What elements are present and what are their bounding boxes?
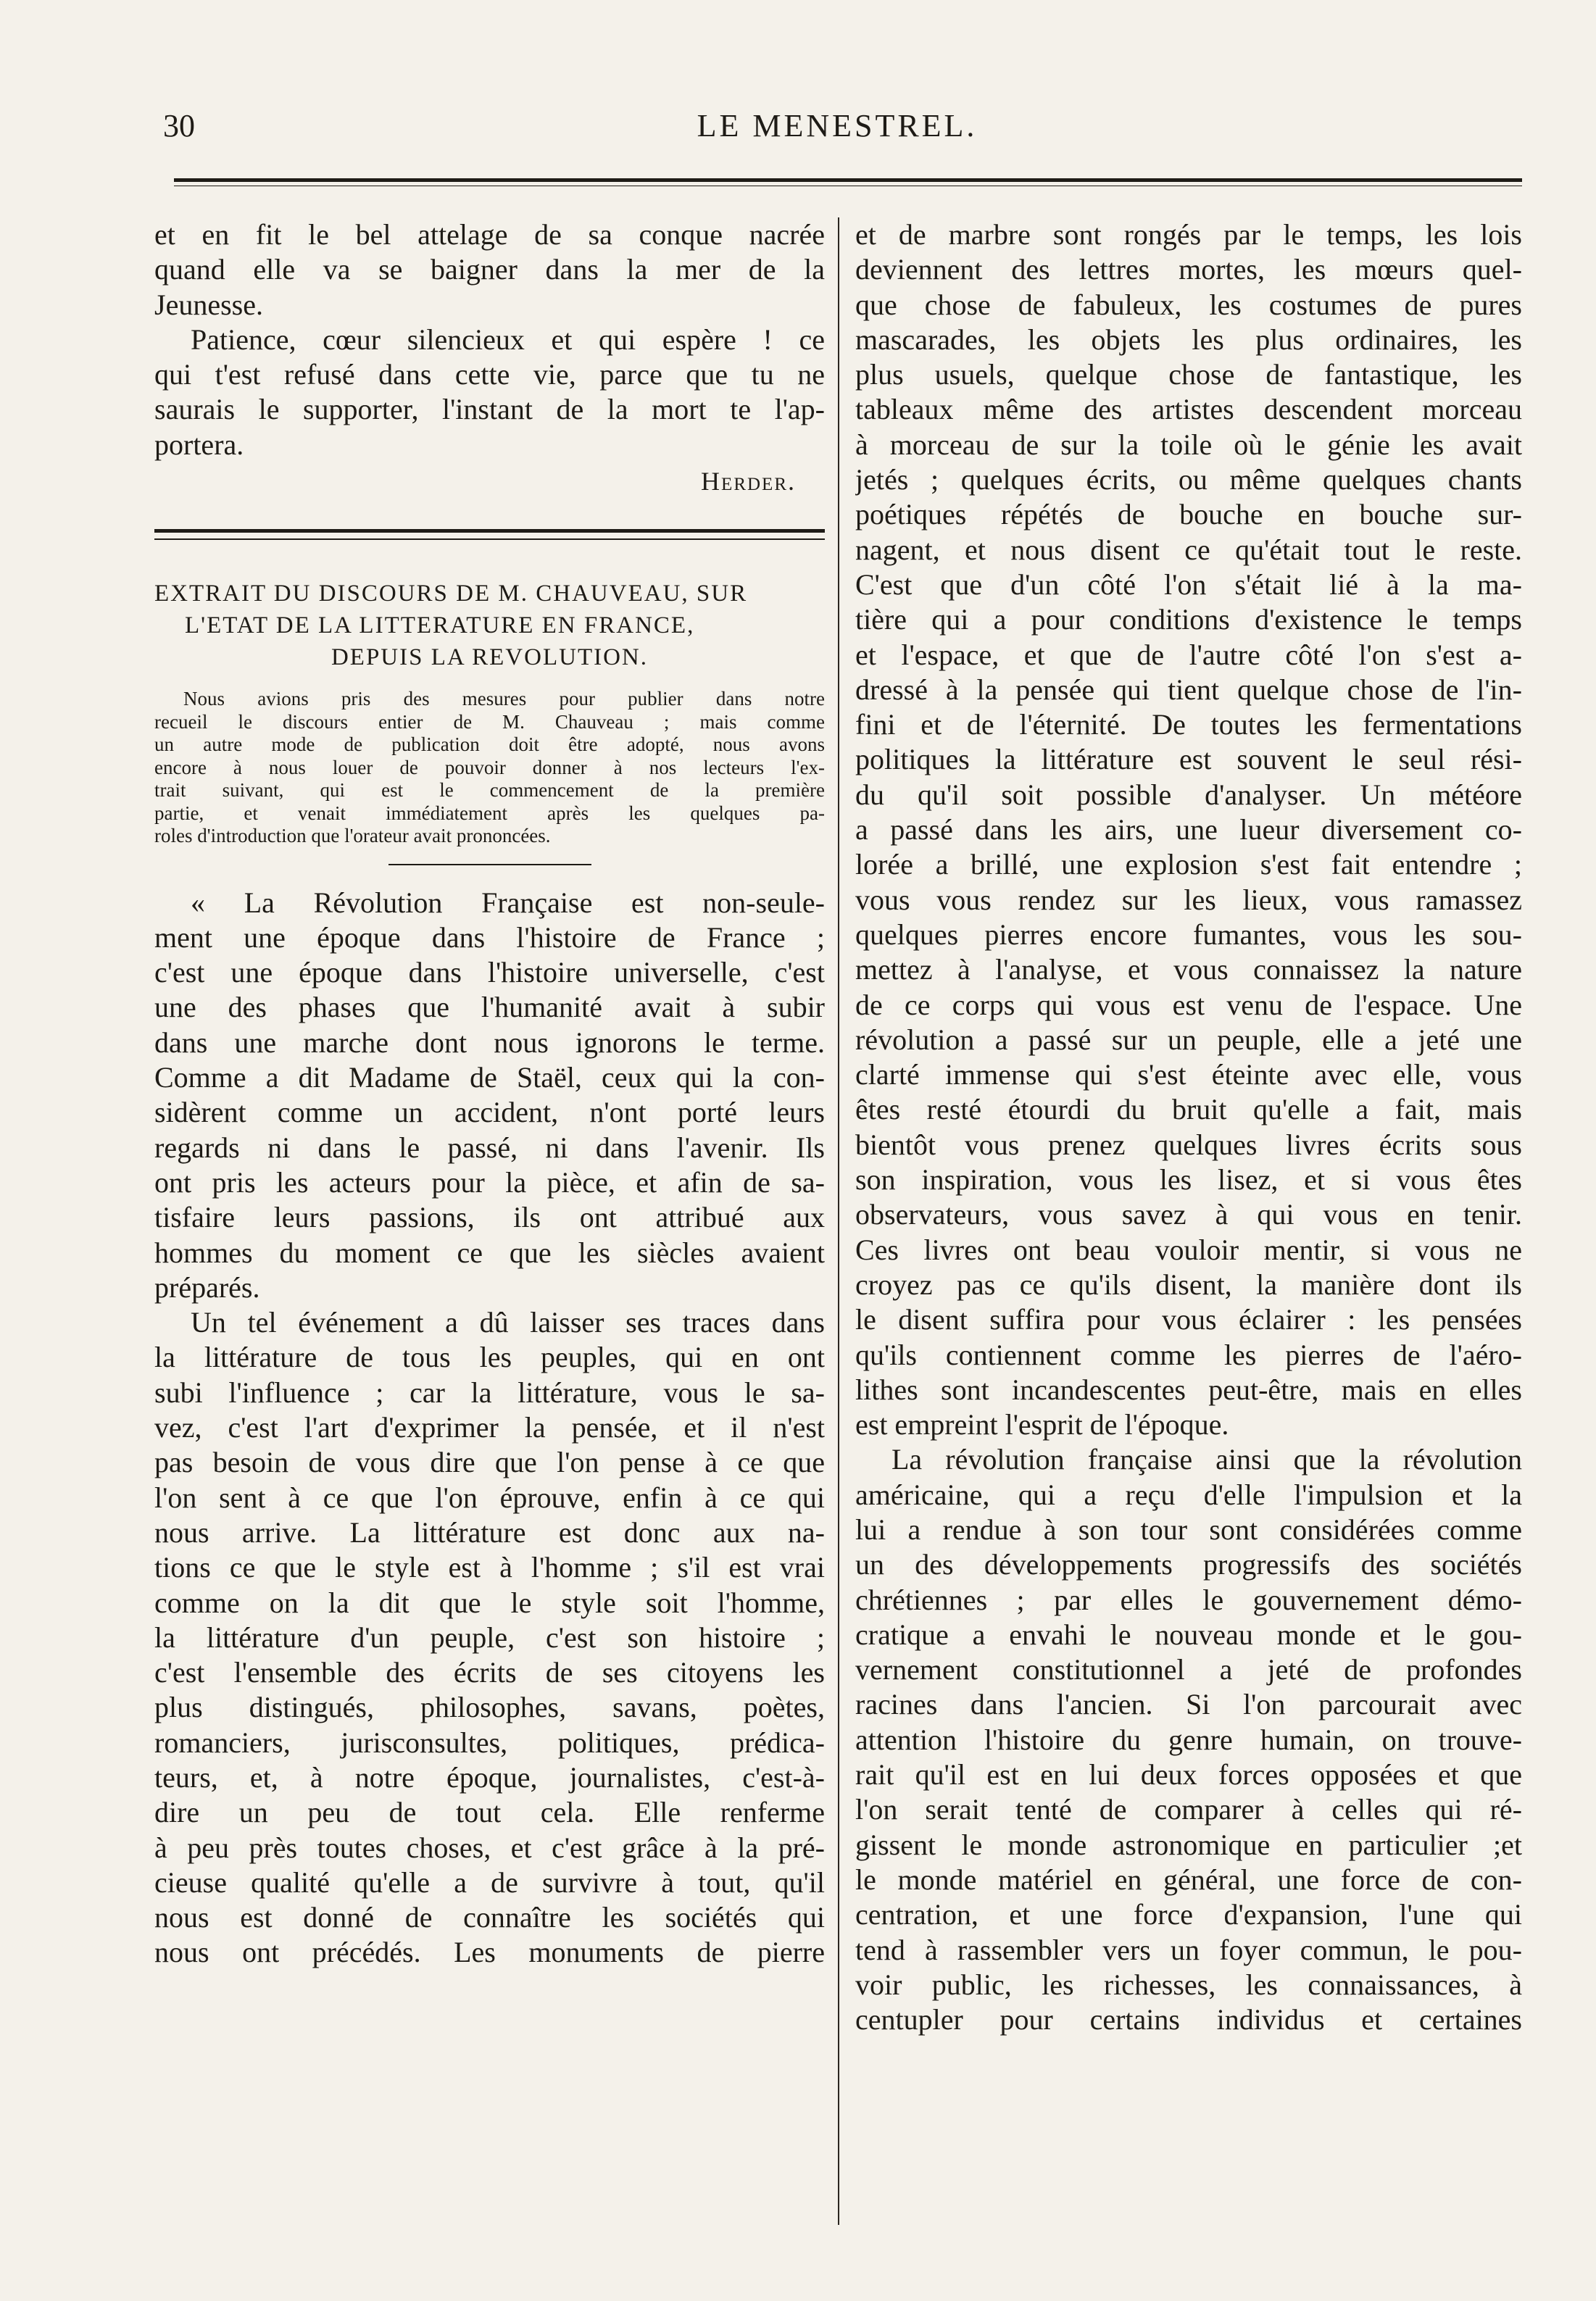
text-line: lui a rendue à son tour sont considérées comme — [855, 1512, 1522, 1546]
text-line: dire un peu de tout cela. Elle renferme — [154, 1796, 825, 1829]
text-line: vous vous rendez sur les lieux, vous ramassez — [855, 883, 1522, 916]
text-line: portera. — [154, 428, 244, 461]
text-line: est empreint l'esprit de l'époque. — [855, 1408, 1229, 1441]
text-line: Un tel événement a dû laisser ses traces dans — [191, 1306, 825, 1339]
text-line: subi l'influence ; car la littérature, vous le sa- — [154, 1376, 825, 1409]
text-line: ont pris les acteurs pour la pièce, et afin de sa- — [154, 1165, 825, 1199]
text-line: préparés. — [154, 1270, 260, 1304]
text-line: comme on la dit que le style soit l'homme, — [154, 1586, 825, 1619]
text-line: tend à rassembler vers un foyer commun, le pou- — [855, 1933, 1522, 1966]
text-line: saurais le supporter, l'instant de la mort te l'ap- — [154, 393, 825, 426]
text-line: tions ce que le style est à l'homme ; s'il est vrai — [154, 1551, 825, 1584]
text-line: le monde matériel en général, une force de con- — [855, 1863, 1522, 1896]
text-line: cieuse qualité qu'elle a de survivre à tout, qu'il — [154, 1865, 825, 1899]
text-line: américaine, qui a reçu d'elle l'impulsion et la — [855, 1478, 1522, 1511]
text-line: « La Révolution Française est non-seule- — [191, 886, 825, 919]
journal-title: LE MENESTREL. — [697, 108, 978, 143]
article-title-line: EXTRAIT DU DISCOURS DE M. CHAUVEAU, SUR — [154, 581, 748, 607]
text-line: politiques la littérature est souvent le seul rési- — [855, 743, 1522, 776]
text-line: que chose de fabuleux, les costumes de pures — [855, 288, 1522, 321]
note-line: partie, et venait immédiatement après les quelques pa- — [154, 802, 825, 824]
text-line: gissent le monde astronomique en particulier ;et — [855, 1828, 1522, 1861]
text-line: romanciers, jurisconsultes, politiques, prédica- — [154, 1726, 825, 1759]
text-line: mascarades, les objets les plus ordinaires, les — [855, 323, 1522, 356]
text-line: jetés ; quelques écrits, ou même quelques chants — [855, 463, 1522, 496]
text-line: et de marbre sont rongés par le temps, les lois — [855, 218, 1522, 251]
text-line: attention l'histoire du genre humain, on trouve- — [855, 1723, 1522, 1756]
text-line: le disent suffira pour vous éclairer : les pensées — [855, 1303, 1522, 1336]
text-line: nous ont précédés. Les monuments de pierre — [154, 1936, 825, 1969]
header-rule — [174, 178, 1522, 182]
text-line: quand elle va se baigner dans la mer de la — [154, 253, 825, 286]
text-line: c'est une époque dans l'histoire universelle, c'est — [154, 956, 825, 989]
text-line: bientôt vous prenez quelques livres écrits sous — [855, 1128, 1522, 1161]
text-line: observateurs, vous savez à qui vous en tenir. — [855, 1198, 1522, 1231]
text-line: c'est l'ensemble des écrits de ses citoyens les — [154, 1656, 825, 1689]
text-line: de ce corps qui vous est venu de l'espace. Une — [855, 988, 1522, 1021]
right-column — [855, 217, 1522, 2037]
page-number: 30 — [163, 108, 195, 143]
text-line: croyez pas ce qu'ils disent, la manière dont ils — [855, 1268, 1522, 1301]
text-line: lorée a brillé, une explosion s'est fait entendre ; — [855, 848, 1522, 881]
left-column — [154, 217, 825, 1971]
text-line: à morceau de sur la toile où le génie les avait — [855, 428, 1522, 461]
article-title-line: DEPUIS LA REVOLUTION. — [331, 644, 649, 671]
short-rule — [388, 864, 591, 865]
text-line: clarté immense qui s'est éteinte avec elle, vous — [855, 1058, 1522, 1091]
text-line: centration, et une force d'expansion, l'une qui — [855, 1898, 1522, 1931]
text-line: l'on serait tenté de comparer à celles qui ré- — [855, 1793, 1522, 1826]
article-body-left — [154, 886, 825, 1971]
editorial-note — [154, 688, 825, 848]
text-line: la littérature de tous les peuples, qui en ont — [154, 1341, 825, 1374]
text-line: hommes du moment ce que les siècles avaient — [154, 1236, 825, 1269]
text-line: cratique a envahi le nouveau monde et le gou- — [855, 1618, 1522, 1651]
text-line: tableaux même des artistes descendent morceau — [855, 393, 1522, 426]
text-line: son inspiration, vous les lisez, et si vous êtes — [855, 1163, 1522, 1197]
text-line: et l'espace, et que de l'autre côté l'on s'est a- — [855, 638, 1522, 671]
poem-closing — [154, 217, 825, 462]
text-line: Patience, cœur silencieux et qui espère ! ce — [191, 323, 825, 356]
text-line: l'on sent à ce que l'on éprouve, enfin à ce qui — [154, 1481, 825, 1514]
text-line: dressé à la pensée qui tient quelque chose de l'in- — [855, 673, 1522, 706]
text-line: qu'ils contiennent comme les pierres de l'aéro- — [855, 1338, 1522, 1371]
text-line: voir public, les richesses, les connaissances, à — [855, 1968, 1522, 2001]
text-line: une des phases que l'humanité avait à subir — [154, 991, 825, 1024]
text-line: vernement constitutionnel a jeté de profondes — [855, 1653, 1522, 1686]
note-line: trait suivant, qui est le commencement de la première — [154, 779, 825, 802]
text-line: dans une marche dont nous ignorons le terme. — [154, 1025, 825, 1059]
column-divider — [838, 217, 839, 2225]
text-line: la littérature d'un peuple, c'est son histoire ; — [154, 1620, 825, 1654]
text-line: et en fit le bel attelage de sa conque nacrée — [154, 218, 825, 251]
note-line: un autre mode de publication doit être adopté, nous avons — [154, 733, 825, 756]
text-line: racines dans l'ancien. Si l'on parcourait avec — [855, 1688, 1522, 1721]
note-line: recueil le discours entier de M. Chauveau ; mais comme — [154, 710, 825, 733]
text-line: du qu'il soit possible d'analyser. Un météore — [855, 778, 1522, 811]
text-line: fini et de l'éternité. De toutes les fermentations — [855, 708, 1522, 741]
text-line: teurs, et, à notre époque, journalistes, c'est-à- — [154, 1761, 825, 1794]
text-line: chrétiennes ; par elles le gouvernement démo- — [855, 1583, 1522, 1616]
text-line: un des développements progressifs des sociétés — [855, 1548, 1522, 1581]
text-line: regards ni dans le passé, ni dans l'avenir. Ils — [154, 1131, 825, 1164]
text-line: Ces livres ont beau vouloir mentir, si vous ne — [855, 1233, 1522, 1266]
text-line: ment une époque dans l'histoire de France ; — [154, 920, 825, 954]
note-line: roles d'introduction que l'orateur avait prononcées. — [154, 825, 551, 847]
text-line: mettez à l'analyse, et vous connaissez la nature — [855, 953, 1522, 986]
text-line: rait qu'il est en lui deux forces opposées et que — [855, 1758, 1522, 1792]
text-line: deviennent des lettres mortes, les mœurs quel- — [855, 253, 1522, 286]
text-line: nous est donné de connaître les sociétés qui — [154, 1901, 825, 1934]
article-title — [154, 578, 825, 673]
text-line: êtes resté étourdi du bruit qu'elle a fait, mais — [855, 1093, 1522, 1126]
text-line: à peu près toutes choses, et c'est grâce à la pré- — [154, 1831, 825, 1864]
text-line: C'est que d'un côté l'on s'était lié à la ma- — [855, 567, 1522, 601]
note-line: encore à nous louer de pouvoir donner à nos lecteurs l'ex- — [154, 756, 825, 778]
text-line: poétiques répétés de bouche en bouche sur- — [855, 498, 1522, 531]
text-line: pas besoin de vous dire que l'on pense à ce que — [154, 1446, 825, 1479]
text-line: centupler pour certains individus et certaines — [855, 2003, 1522, 2036]
article-title-line: L'ETAT DE LA LITTERATURE EN FRANCE, — [185, 612, 695, 639]
text-line: quelques pierres encore fumantes, vous les sou- — [855, 918, 1522, 951]
page-header — [156, 107, 1518, 151]
text-line: a passé dans les airs, une lueur diversement co- — [855, 813, 1522, 846]
text-line: plus distingués, philosophes, savans, poètes, — [154, 1691, 825, 1724]
text-line: tière qui a pour conditions d'existence le temps — [855, 603, 1522, 636]
text-line: Comme a dit Madame de Staël, ceux qui la con- — [154, 1061, 825, 1094]
text-line: sidèrent comme un accident, n'ont porté leurs — [154, 1096, 825, 1129]
text-line: qui t'est refusé dans cette vie, parce que tu ne — [154, 358, 825, 391]
text-line: La révolution française ainsi que la révolution — [891, 1443, 1522, 1476]
text-line: tisfaire leurs passions, ils ont attribué aux — [154, 1201, 825, 1234]
text-line: lithes sont incandescentes peut-être, mais en elles — [855, 1373, 1522, 1406]
text-line: plus usuels, quelque chose de fantastique, les — [855, 358, 1522, 391]
text-line: vez, c'est l'art d'exprimer la pensée, et il n'est — [154, 1411, 825, 1444]
note-line: Nous avions pris des mesures pour publier dans notre — [183, 688, 825, 710]
author-signature: Herder. — [701, 467, 796, 496]
text-line: nagent, et nous disent ce qu'était tout le reste. — [855, 533, 1522, 566]
text-line: révolution a passé sur un peuple, elle a jeté une — [855, 1023, 1522, 1056]
article-body-right — [855, 217, 1522, 2037]
text-line: nous arrive. La littérature est donc aux na- — [154, 1515, 825, 1549]
text-line: Jeunesse. — [154, 288, 263, 321]
section-separator — [154, 529, 825, 540]
